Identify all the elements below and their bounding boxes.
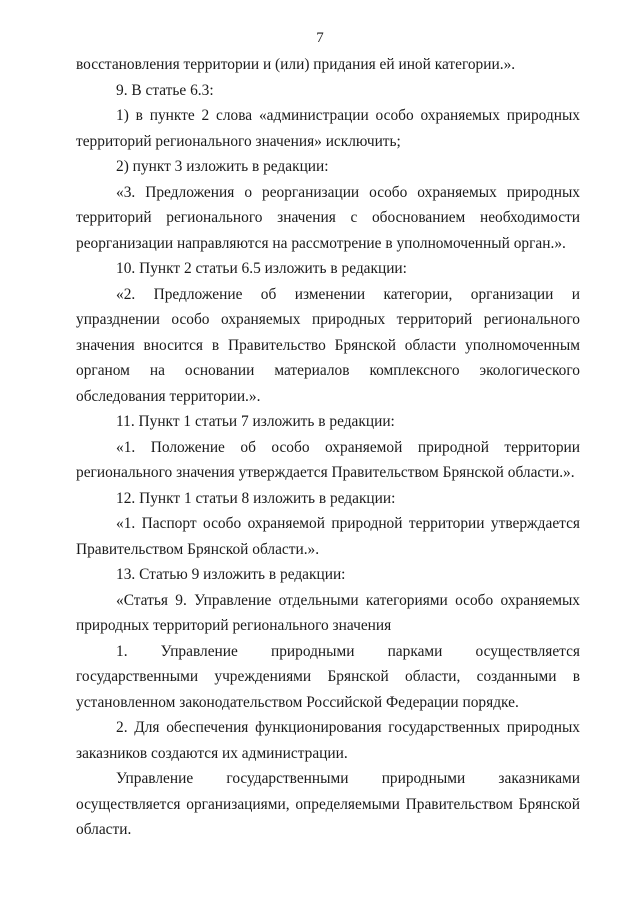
paragraph: «1. Паспорт особо охраняемой природной территории утверждается Правительством Брянской области.». <box>76 515 580 558</box>
paragraph: «3. Предложения о реорганизации особо охраняемых природных территорий регионального значения с обоснованием необходимости реорганизации направляются на рассмотрение в уполномоченный орган.». <box>76 183 580 252</box>
paragraph: 1. Управление природными парками осуществляется государственными учреждениями Брянской области, созданными в установленном законодательством Российской Федерации порядке. <box>76 642 580 711</box>
paragraph: «Статья 9. Управление отдельными категориями особо охраняемых природных территорий регионального значения <box>76 591 580 634</box>
page-number: 7 <box>316 30 324 46</box>
paragraph: 9. В статье 6.3: <box>116 81 214 99</box>
paragraph: 11. Пункт 1 статьи 7 изложить в редакции: <box>116 413 395 430</box>
paragraph: восстановления территории и (или) придания ей иной категории.». <box>76 56 516 73</box>
paragraph: «2. Предложение об изменении категории, организации и упразднении особо охраняемых природных территорий регионального значения вносится в Правительство Брянской области уполномоченным органом на основании материалов комплексного экологического обследования территории.». <box>76 285 580 405</box>
paragraph: 2. Для обеспечения функционирования государственных природных заказников создаются их администрации. <box>76 719 580 762</box>
paragraph: 10. Пункт 2 статьи 6.5 изложить в редакции: <box>116 260 407 277</box>
paragraph: 13. Статью 9 изложить в редакции: <box>116 566 346 583</box>
paragraph: 12. Пункт 1 статьи 8 изложить в редакции: <box>116 489 396 507</box>
document-body <box>76 52 580 843</box>
paragraph: 1) в пункте 2 слова «администрации особо охраняемых природных территорий регионального значения» исключить; <box>76 107 580 150</box>
paragraph: 2) пункт 3 изложить в редакции: <box>116 158 329 175</box>
paragraph: «1. Положение об особо охраняемой природной территории регионального значения утверждается Правительством Брянской области.». <box>76 438 580 481</box>
paragraph: Управление государственными природными заказниками осуществляется организациями, определяемыми Правительством Брянской области. <box>76 770 580 838</box>
